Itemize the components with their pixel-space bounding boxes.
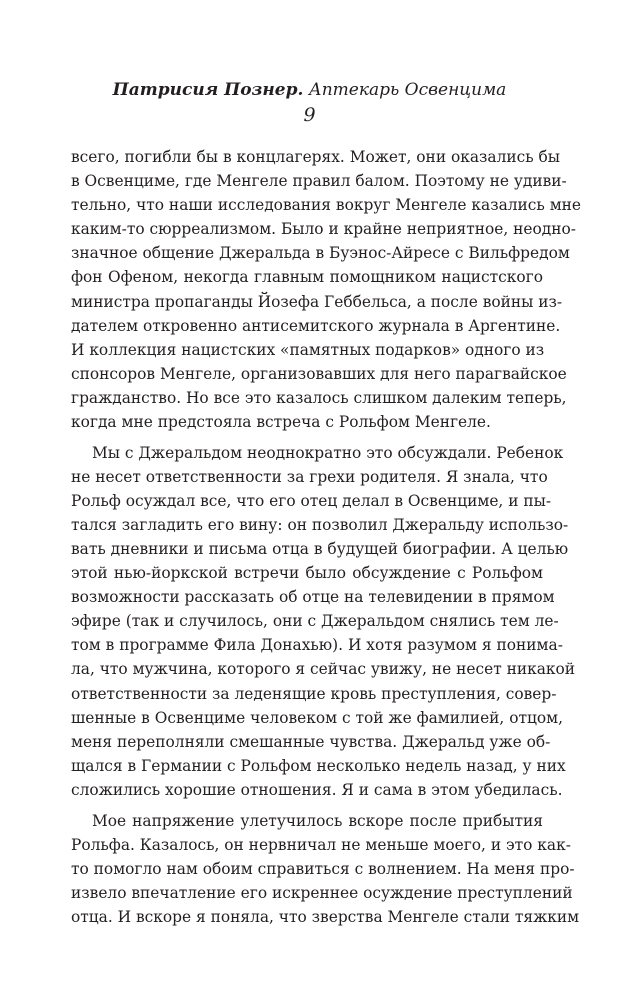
text-line: И коллекция нацистских «памятных подарков» одного из bbox=[71, 340, 545, 359]
text-line: всего, погибли бы в концлагерях. Может, они оказались бы bbox=[71, 148, 561, 166]
text-line: меня переполняли смешанные чувства. Джеральд уже об- bbox=[71, 732, 551, 751]
paragraph bbox=[71, 441, 576, 802]
running-head bbox=[0, 80, 619, 100]
text-line: отца. И вскоре я поняла, что зверства Менгеле стали тяжким bbox=[71, 907, 580, 926]
running-head-author: Патрисия Познер. bbox=[112, 80, 304, 100]
text-line: спонсоров Менгеле, организовавших для него парагвайское bbox=[71, 364, 567, 383]
text-line: каким-то сюрреализмом. Было и крайне неприятное, неодно- bbox=[71, 220, 576, 239]
body-text bbox=[71, 145, 582, 936]
text-line: шенные в Освенциме человеком с той же фамилией, отцом, bbox=[71, 708, 564, 727]
text-line: щался в Германии с Рольфом несколько недель назад, у них bbox=[71, 756, 566, 775]
running-head-title: Аптекарь Освенцима bbox=[308, 80, 507, 100]
text-line: значное общение Джеральда в Буэнос-Айресе с Вильфредом bbox=[71, 244, 570, 263]
text-line: то помогло нам обоим справиться с волнением. На меня про- bbox=[71, 859, 575, 878]
text-line: фон Офеном, некогда главным помощником нацистского bbox=[71, 268, 543, 287]
text-line: Рольфа. Казалось, он нервничал не меньше моего, и это как- bbox=[71, 835, 571, 854]
text-line: министра пропаганды Йозефа Геббельса, а после войны из- bbox=[71, 292, 563, 311]
text-line: тался загладить его вину: он позволил Джеральду использо- bbox=[71, 515, 569, 534]
text-line: извело впечатление его искреннее осуждение преступлений bbox=[71, 883, 573, 902]
text-line: том в программе Фила Донахью). И хотя разумом я понима- bbox=[71, 636, 563, 655]
text-line: Мое напряжение улетучилось вскоре после прибытия bbox=[92, 811, 543, 830]
text-line: когда мне предстояла встреча с Рольфом Менгеле. bbox=[71, 413, 491, 432]
text-line: Рольф осуждал все, что его отец делал в Освенциме, и пы- bbox=[71, 491, 552, 510]
text-line: эфире (так и случилось, они с Джеральдом снялись тем ле- bbox=[71, 612, 559, 631]
paragraph bbox=[71, 809, 580, 929]
paragraph bbox=[71, 145, 582, 434]
text-line: ла, что мужчина, которого я сейчас увижу, не несет никакой bbox=[71, 660, 576, 679]
text-line: ответственности за леденящие кровь преступления, совер- bbox=[71, 684, 557, 703]
page-number: 9 bbox=[303, 104, 316, 126]
text-line: дателем откровенно антисемитского журнала в Аргентине. bbox=[71, 316, 561, 335]
text-line: в Освенциме, где Менгеле правил балом. Поэтому не удиви- bbox=[71, 172, 567, 191]
text-line: возможности рассказать об отце на телевидении в прямом bbox=[71, 588, 555, 607]
text-line: вать дневники и письма отца в будущей биографии. А целью bbox=[71, 540, 569, 558]
text-line: не несет ответственности за грехи родителя. Я знала, что bbox=[71, 467, 548, 486]
text-line: Мы с Джеральдом неоднократно это обсуждали. Ребенок bbox=[92, 443, 564, 462]
text-line: гражданство. Но все это казалось слишком далеким теперь, bbox=[71, 388, 567, 407]
text-line: этой нью-йоркской встречи было обсуждение с Рольфом bbox=[71, 564, 543, 583]
text-line: тельно, что наши исследования вокруг Менгеле казались мне bbox=[71, 196, 582, 215]
text-line: сложились хорошие отношения. Я и сама в этом убедилась. bbox=[71, 780, 563, 799]
